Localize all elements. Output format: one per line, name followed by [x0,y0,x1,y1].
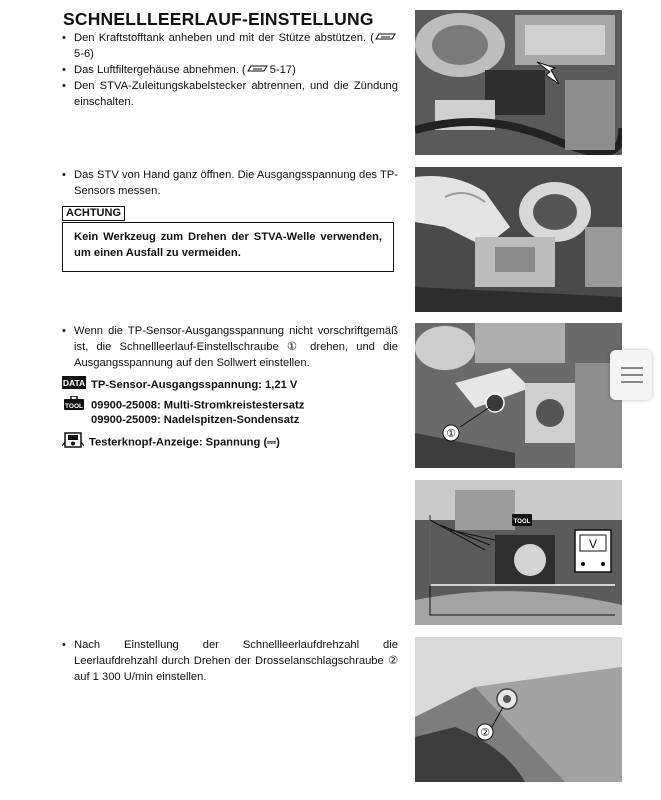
data-icon [62,376,86,394]
menu-icon-bar [621,374,643,376]
tool-line2: 09900-25009: Nadelspitzen-Sondensatz [91,414,300,426]
tool-tag: TOOL [513,519,531,525]
step2-list [62,167,398,199]
meter-unit: V [588,537,598,551]
list-item [62,637,398,685]
callout-2: ② [480,726,490,739]
data-spec-row [62,376,297,394]
list-item [62,62,398,78]
photo-multimeter [415,480,622,625]
data-icon-label: DATA [62,378,86,388]
data-spec-text: TP-Sensor-Ausgangsspannung: 1,21 V [91,378,298,391]
photo-hand-stv [415,167,622,312]
step1-item3-text: Den STVA-Zuleitungskabelstecker abtrennen, und die Zündung einschalten. [74,80,398,109]
photo-throttle-stop-screw [415,637,622,782]
ref-open: ( [370,32,375,44]
side-menu-tab[interactable] [610,350,652,400]
step4-item1-text: Nach Einstellung der Schnellleerlaufdrehzahl die Leerlaufdrehzahl durch Drehen der Drosselanschlagschraube ② auf 1 300 U/min einstellen. [74,639,398,683]
ref-close: ) [90,48,94,61]
step1-item1-text: Den Kraftstofftank anheben und mit der Stütze abstützen. [74,32,367,44]
caution-box [62,222,394,272]
step4-list [62,637,398,685]
ref-page[interactable]: 5-6 [74,48,91,61]
caution-label: ACHTUNG [62,206,125,221]
list-item [62,323,398,371]
tool-line1: 09900-25008: Multi-Stromkreistestersatz [91,399,305,412]
photo-throttle-body [415,10,622,155]
list-item [62,78,398,110]
tool-icon-label: TOOL [65,403,83,410]
list-item [62,167,398,199]
ref-page[interactable]: 5-17 [269,64,293,77]
callout-1: ① [446,427,456,440]
tester-spec-text: Testerknopf-Anzeige: Spannung (⎓) [89,436,280,449]
ref-close: ) [292,64,296,77]
tester-spec-row [62,432,280,453]
list-item [62,30,398,62]
step2-item1-text: Das STV von Hand ganz öffnen. Die Ausgangsspannung des TP-Sensors messen. [74,169,398,197]
menu-icon-bar [621,381,643,383]
menu-icon [621,367,643,369]
step1-item2-text: Das Luftfiltergehäuse abnehmen. ( [74,64,246,77]
tester-icon [62,432,84,453]
photo-adjust-screw [415,323,622,468]
page-reference-icon [375,30,397,46]
step3-list [62,323,398,371]
caution-text: Kein Werkzeug zum Drehen der STVA-Welle verwenden, um einen Ausfall zu vermeiden. [74,231,382,259]
step3-item1-text: Wenn die TP-Sensor-Ausgangsspannung nicht vorschriftgemäß ist, die Schnellleerlauf-Einstellschraube ① drehen, und die Ausgangsspannung auf den Sollwert einstellen. [74,325,398,369]
page-reference-icon [247,62,269,78]
tool-icon [62,396,86,415]
page-title: SCHNELLLEERLAUF-EINSTELLUNG [63,9,374,29]
step1-list [62,30,398,110]
